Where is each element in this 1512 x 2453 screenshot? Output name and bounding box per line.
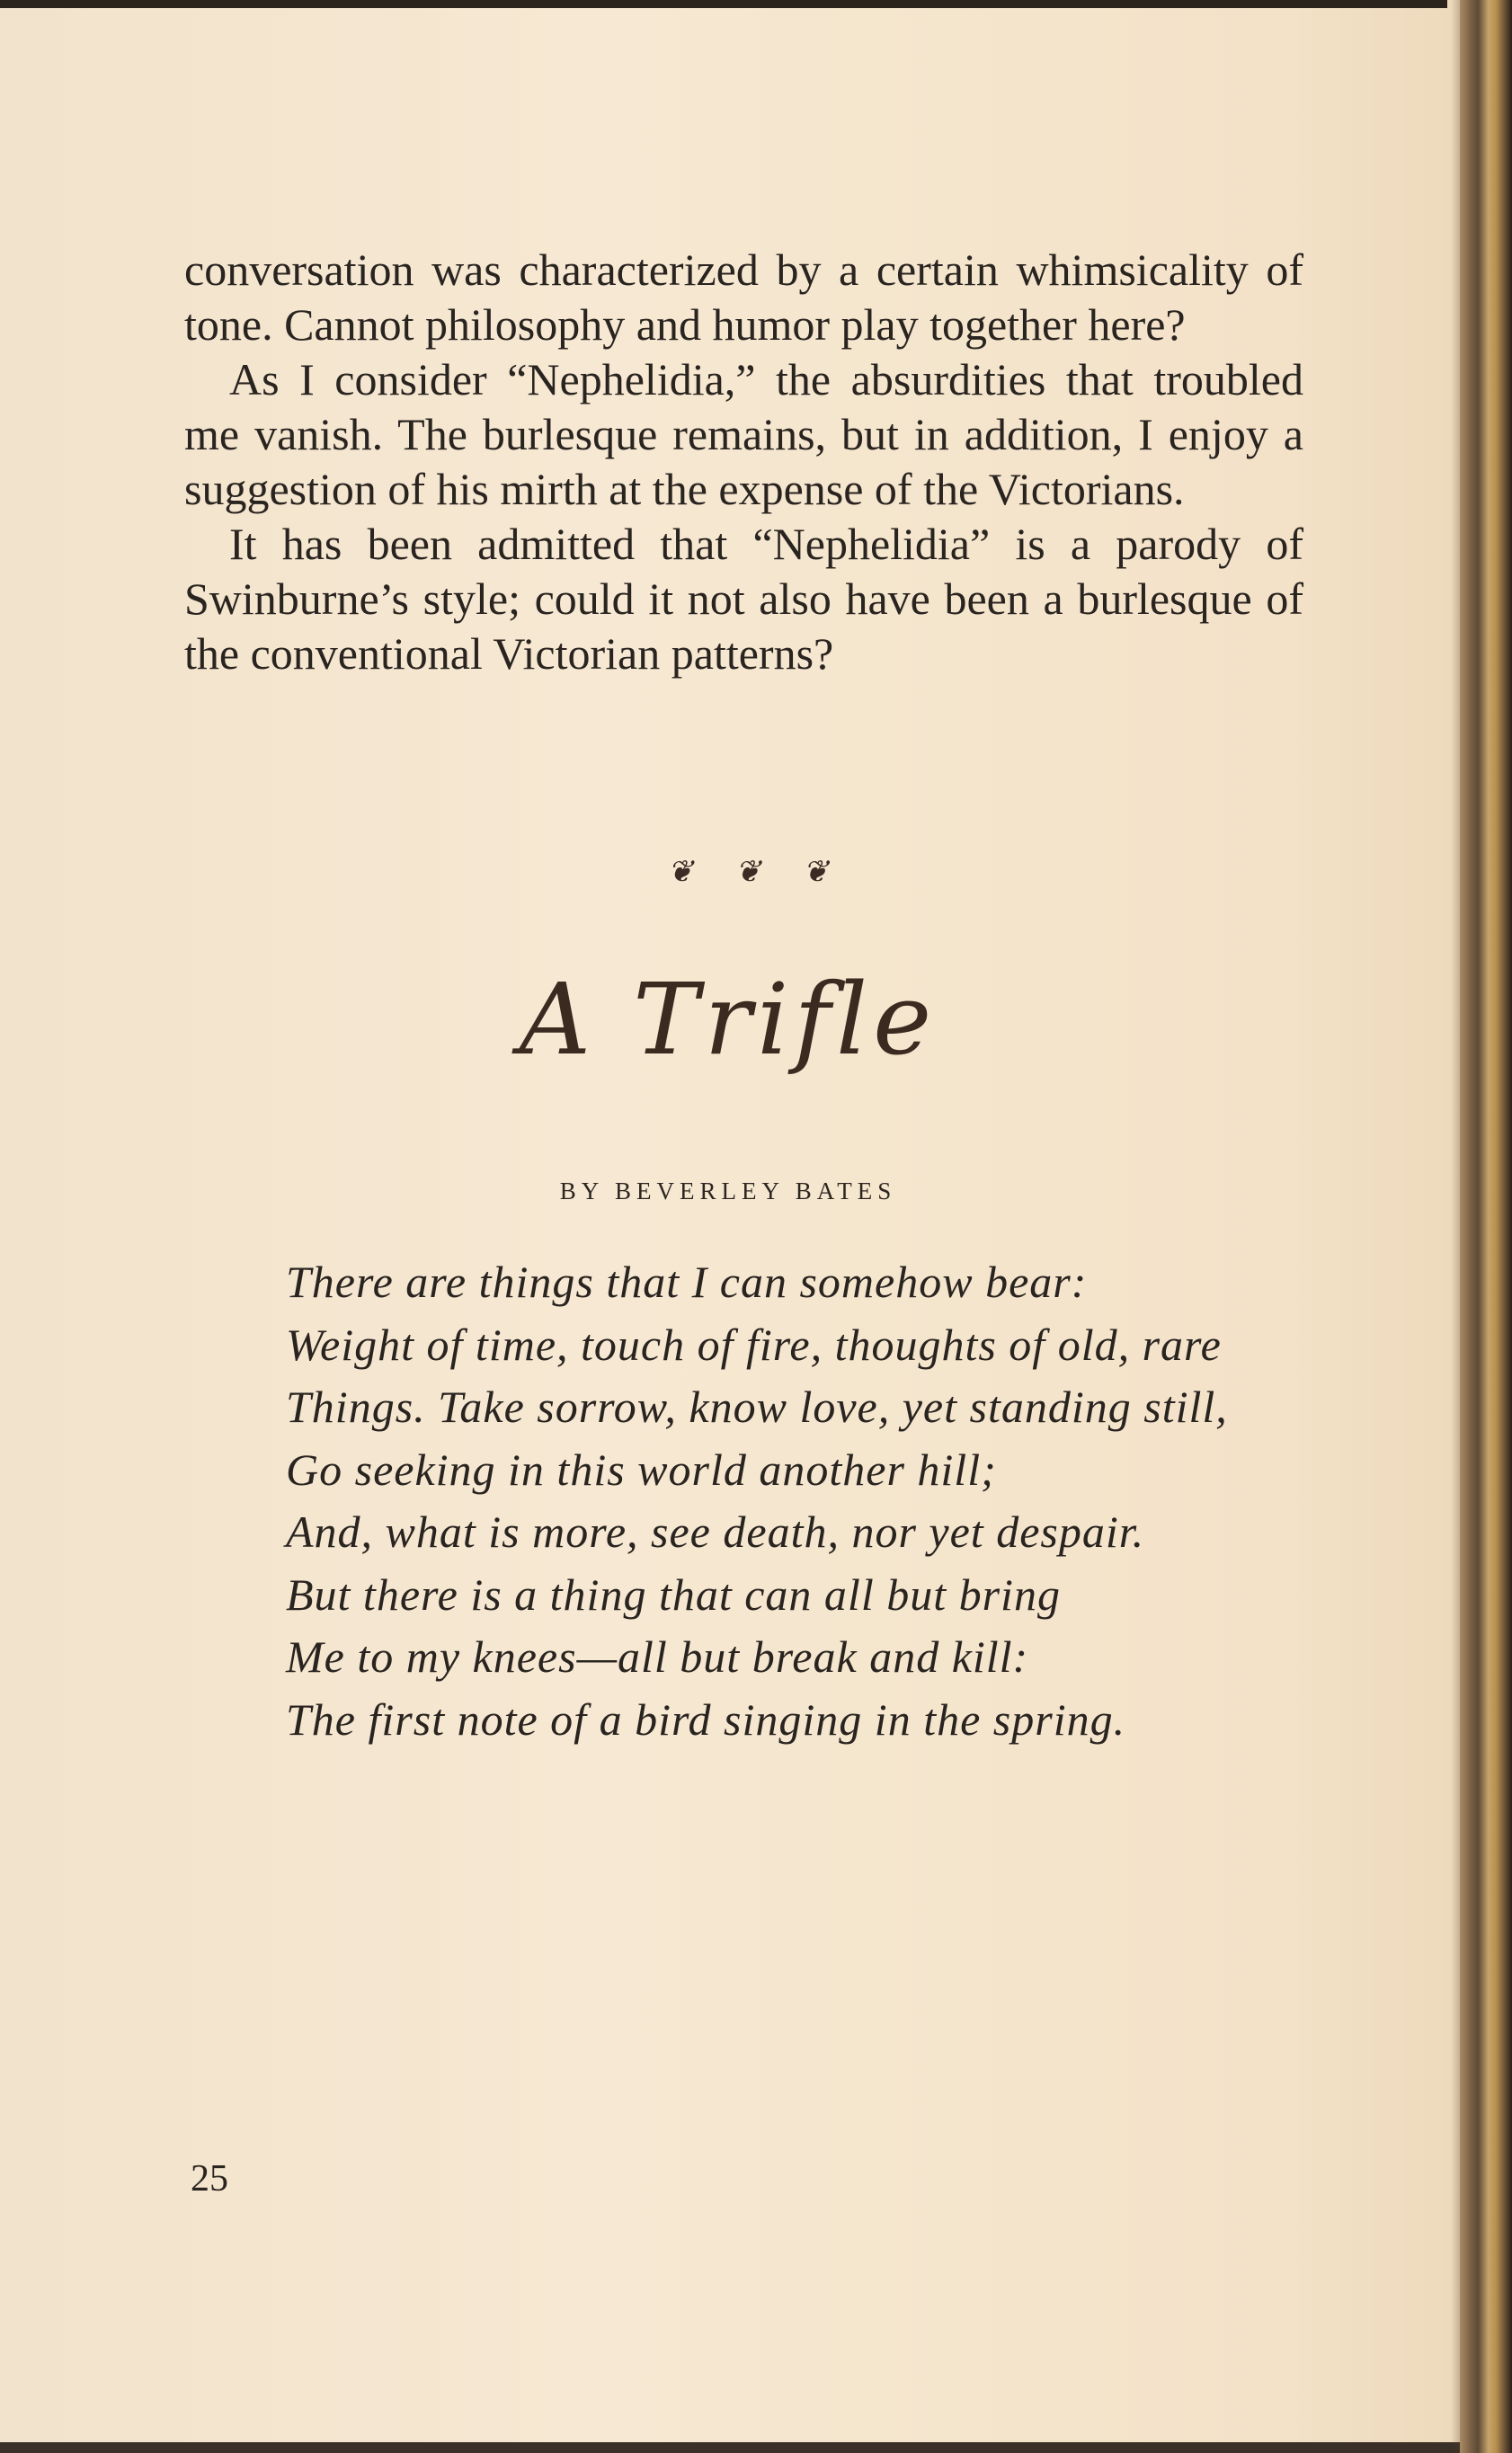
paragraph: As I consider “Nephelidia,” the absurdities that troubled me vanish. The burlesque remains, but in addition, I enjoy a suggestion of his mirth at the expense of the Victorians. — [184, 354, 1303, 514]
bottom-rule — [0, 2442, 1474, 2453]
section-ornament: ❦ ❦ ❦ — [667, 854, 845, 890]
top-rule — [0, 0, 1447, 8]
poem-line: There are things that I can somehow bear: — [286, 1257, 1088, 1307]
poem — [286, 1251, 1320, 1751]
paragraph: It has been admitted that “Nephelidia” is a parody of Swinburne’s style; could it not also have been a burlesque of the conventional Victorian patterns? — [184, 519, 1303, 679]
poem-line: Me to my knees—all but break and kill: — [286, 1631, 1029, 1682]
poem-line: Things. Take sorrow, know love, yet standing still, — [286, 1382, 1228, 1432]
page-edge-shadow — [1451, 0, 1460, 2453]
poem-title: A Trifle — [519, 962, 938, 1077]
poem-byline: BY BEVERLEY BATES — [559, 1178, 897, 1204]
poem-line: Weight of time, touch of fire, thoughts of old, rare — [286, 1319, 1222, 1370]
paragraph: conversation was characterized by a certain whimsicality of tone. Cannot philosophy and humor play together here? — [184, 244, 1303, 350]
page-number: 25 — [191, 2158, 228, 2200]
poem-line: Go seeking in this world another hill; — [286, 1444, 997, 1495]
poem-line: And, what is more, see death, nor yet despair. — [286, 1506, 1145, 1557]
poem-line: But there is a thing that can all but bring — [286, 1569, 1061, 1620]
book-spine — [1460, 0, 1512, 2453]
essay-text — [184, 243, 1303, 681]
poem-line: The first note of a bird singing in the spring. — [286, 1693, 1126, 1745]
